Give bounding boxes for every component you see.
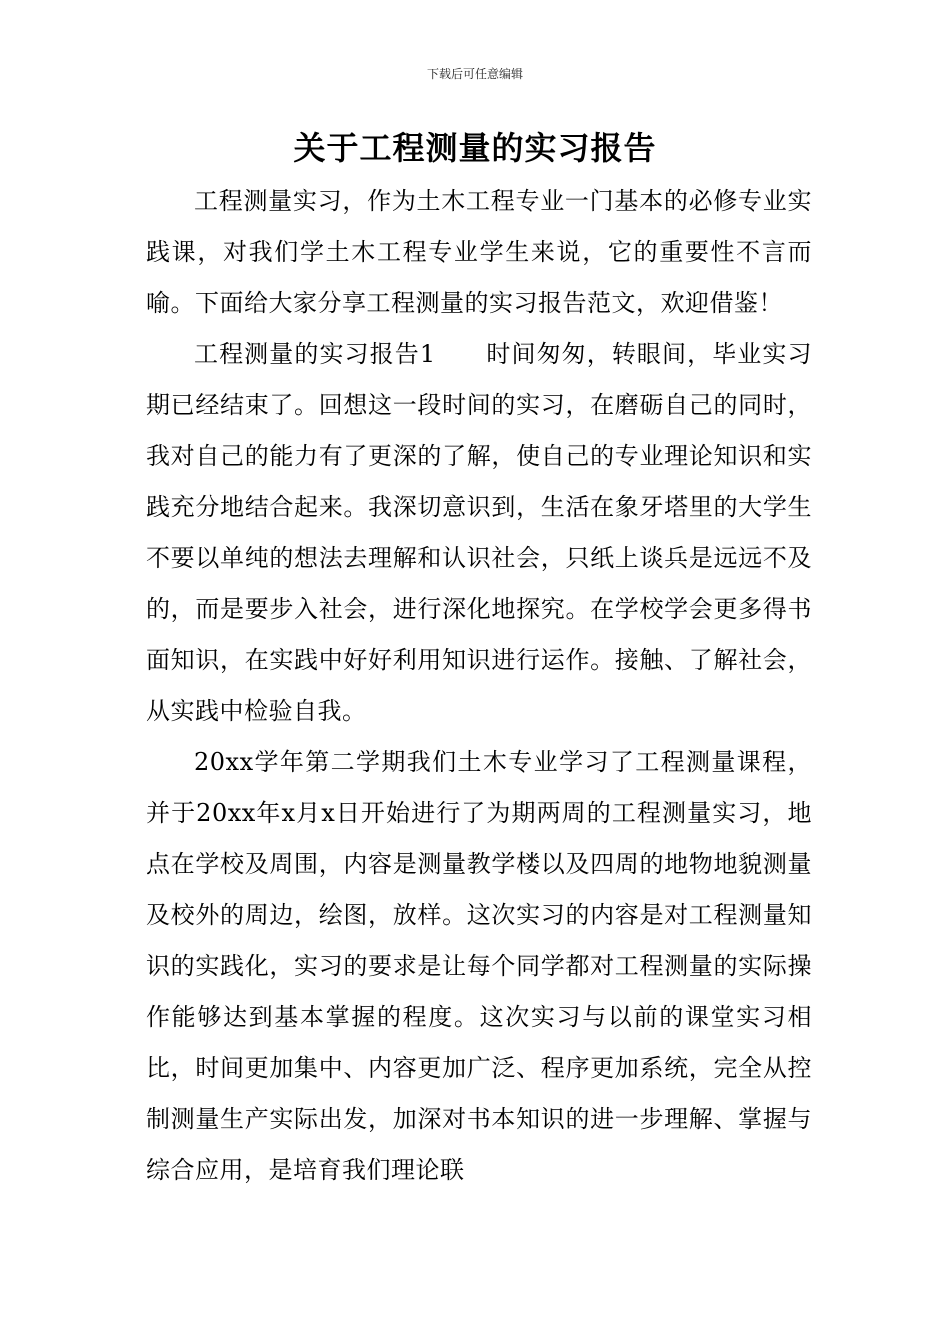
paragraph-course: 20xx学年第二学期我们土木专业学习了工程测量课程，并于20xx年x月x日开始进行了为期两周的工程测量实习，地点在学校及周围，内容是测量教学楼以及四周的地物地貌测量及校外的周边，绘图，放样。这次实习的内容是对工程测量知识的实践化，实习的要求是让每个同学都对工程测量的实际操作能够达到基本掌握的程度。这次实习与以前的课堂实习相比，时间更加集中、内容更加广泛、程序更加系统，完全从控制测量生产实际出发，加深对书本知识的进一步理解、掌握与综合应用，是培育我们理论联 [146, 748, 812, 1184]
document-body [146, 176, 812, 1196]
header-note: 下载后可任意编辑 [426, 67, 523, 81]
document-title: 关于工程测量的实习报告 [293, 129, 657, 167]
paragraph-report-1: 工程测量的实习报告1 时间匆匆，转眼间，毕业实习期已经结束了。回想这一段时间的实习，在磨砺自己的同时，我对自己的能力有了更深的了解，使自己的专业理论知识和实践充分地结合起来。我深切意识到，生活在象牙塔里的大学生不要以单纯的想法去理解和认识社会，只纸上谈兵是远远不及的，而是要步入社会，进行深化地探究。在学校学会更多得书面知识，在实践中好好利用知识进行运作。接触、了解社会，从实践中检验自我。 [146, 340, 812, 725]
paragraph-intro: 工程测量实习，作为土木工程专业一门基本的必修专业实践课，对我们学土木工程专业学生来说，它的重要性不言而喻。下面给大家分享工程测量的实习报告范文，欢迎借鉴！ [146, 187, 812, 317]
